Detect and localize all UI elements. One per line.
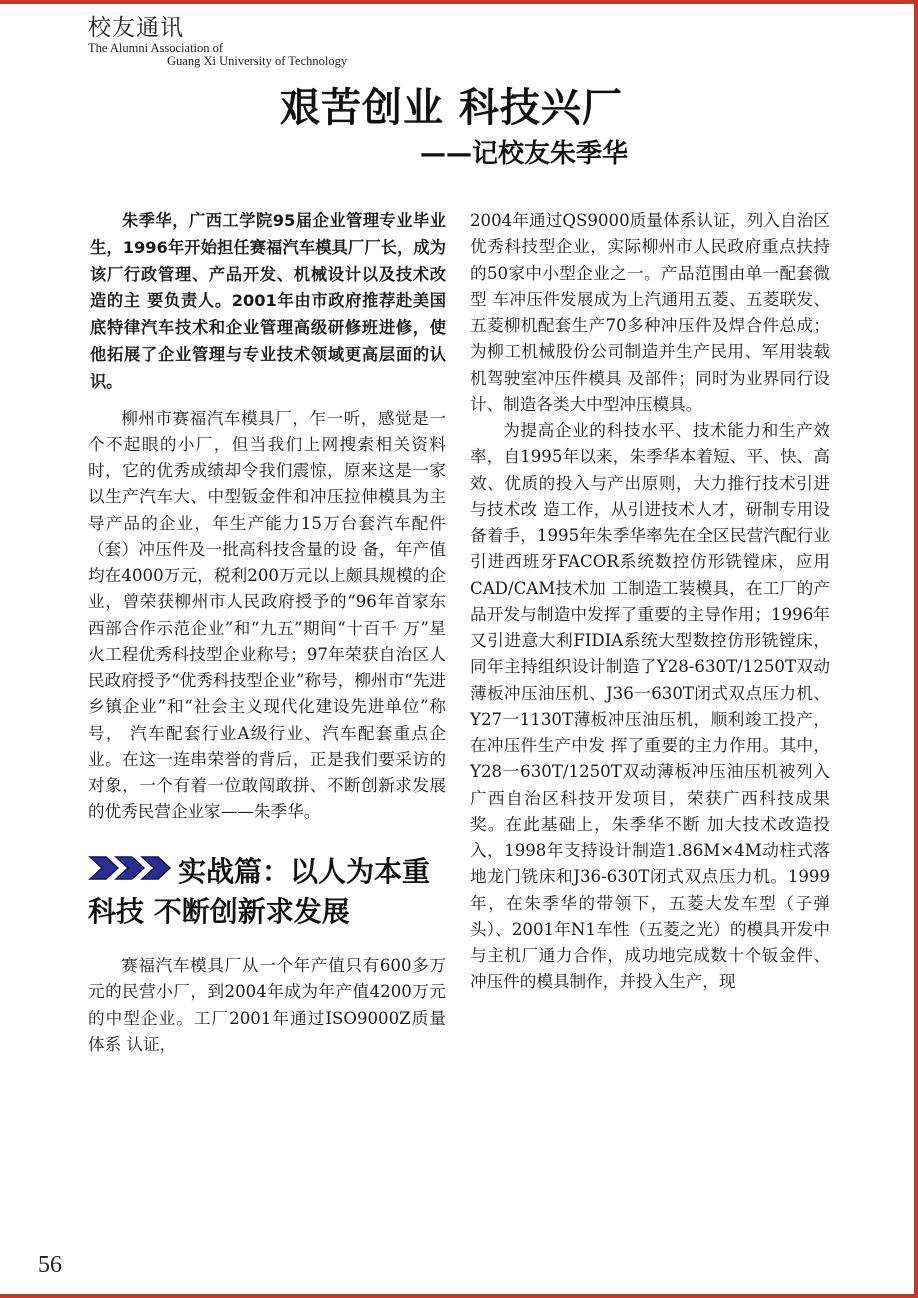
article-title: 艰苦创业 科技兴厂 <box>280 85 623 131</box>
intro-text: 朱季华，广西工学院95届企业管理专业毕业生，1996年开始担任赛福汽车模具厂厂长，成为该厂行政管理、产品开发、机械设计以及技术改造的主 要负责人。2001年由市政府推荐赴美国底特律汽车技术和企业管理高级研修班进修，使他拓展了企业管理与专业技术领域更高层面的认识。 <box>90 211 446 391</box>
section-heading-text: 实战篇：以人为本重科技 不断创新求发展 <box>88 854 431 929</box>
right-border <box>914 0 918 1298</box>
header-chinese: 校友通讯 <box>88 15 184 41</box>
triple-arrow-icon <box>88 853 172 892</box>
page-number: 56 <box>38 1252 62 1278</box>
right-column <box>470 208 830 996</box>
header-english-line2: Guang Xi University of Technology <box>167 54 348 68</box>
header-english-line1: The Alumni Association of <box>88 41 224 55</box>
left-column <box>88 208 446 1058</box>
article-subtitle: ——记校友朱季华 <box>420 139 629 169</box>
top-border <box>0 0 918 4</box>
body-paragraph-3: 为提高企业的科技水平、技术能力和生产效率，自1995年以来，朱季华本着短、平、快、高效、优质的投入与产出原则，大力推行技术引进与技术改 造工作，从引进技术人才，研制专用设备着手，1995年朱季华率先在全区民营汽配行业引进西班牙FACOR系统数控仿形铣镗床，应用CAD/CAM技术加 工制造工装模具，在工厂的产品开发与制造中发挥了重要的主导作用；1996年又引进意大利FIDIA系统大型数控仿形铣镗床，同年主持组织设计制造了Y28-630T/1250T双动薄板冲压油压机、J36一630T闭式双点压力机、Y27一1130T薄板冲压油压机，顺利竣工投产，在冲压件生产中发 挥了重要的主力作用。其中，Y28一630T/1250T双动薄板冲压油压机被列入广西自治区科技开发项目，荣获广西科技成果奖。在此基础上，朱季华不断 加大技术改造投入，1998年支持设计制造1.86M×4M动柱式落地龙门铣床和J36-630T闭式双点压力机。1999年，在朱季华的带领下，五菱大发车型（子弹头）、2001年N1车性（五菱之光）的模具开发中与主机厂通力合作，成功地完成数十个钣金件、冲压件的模具制作，并投入生产，现 <box>470 421 830 992</box>
section-heading <box>88 852 446 932</box>
body-paragraph-2-continued: 2004年通过QS9000质量体系认证，列入自治区优秀科技型企业，实际柳州市人民政府重点扶持的50家中小型企业之一。产品范围由单一配套微型 车冲压件发展成为上汽通用五菱、五菱联发、五菱柳机配套生产70多种冲压件及焊合件总成；为柳工机械股份公司制造并生产民用、军用装载机驾驶室冲压件模具 及部件；同时为业界同行设计、制造各类大中型冲压模具。 <box>470 211 830 414</box>
body-paragraph-2-start: 赛福汽车模具厂从一个年产值只有600多万元的民营小厂，到2004年成为年产值4200万元的中型企业。工厂2001年通过ISO9000Z质量体系 认证， <box>88 956 446 1054</box>
body-paragraph-1: 柳州市赛福汽车模具厂，乍一听，感觉是一个不起眼的小厂，但当我们上网搜索相关资料时，它的优秀成绩却令我们震惊，原来这是一家以生产汽车大、中型钣金件和冲压拉伸模具为主导产品的企业，年生产能力15万台套汽车配件（套）冲压件及一批高科技含量的设 备，年产值均在4000万元，税利200万元以上颇具规模的企业，曾荣获柳州市人民政府授予的“96年首家东西部合作示范企业”和“九五”期间“十百千 万”星火工程优秀科技型企业称号；97年荣获自治区人民政府授予“优秀科技型企业”称号，柳州市“先进乡镇企业”和“社会主义现代化建设先进单位”称号， 汽车配套行业A级行业、汽车配套重点企业。在这一连串荣誉的背后，正是我们要采访的对象，一个有着一位敢闯敢拼、不断创新求发展的优秀民营企业家——朱季华。 <box>88 408 446 822</box>
bottom-border <box>0 1294 918 1298</box>
intro-paragraph <box>88 208 446 396</box>
magazine-header <box>88 14 347 68</box>
